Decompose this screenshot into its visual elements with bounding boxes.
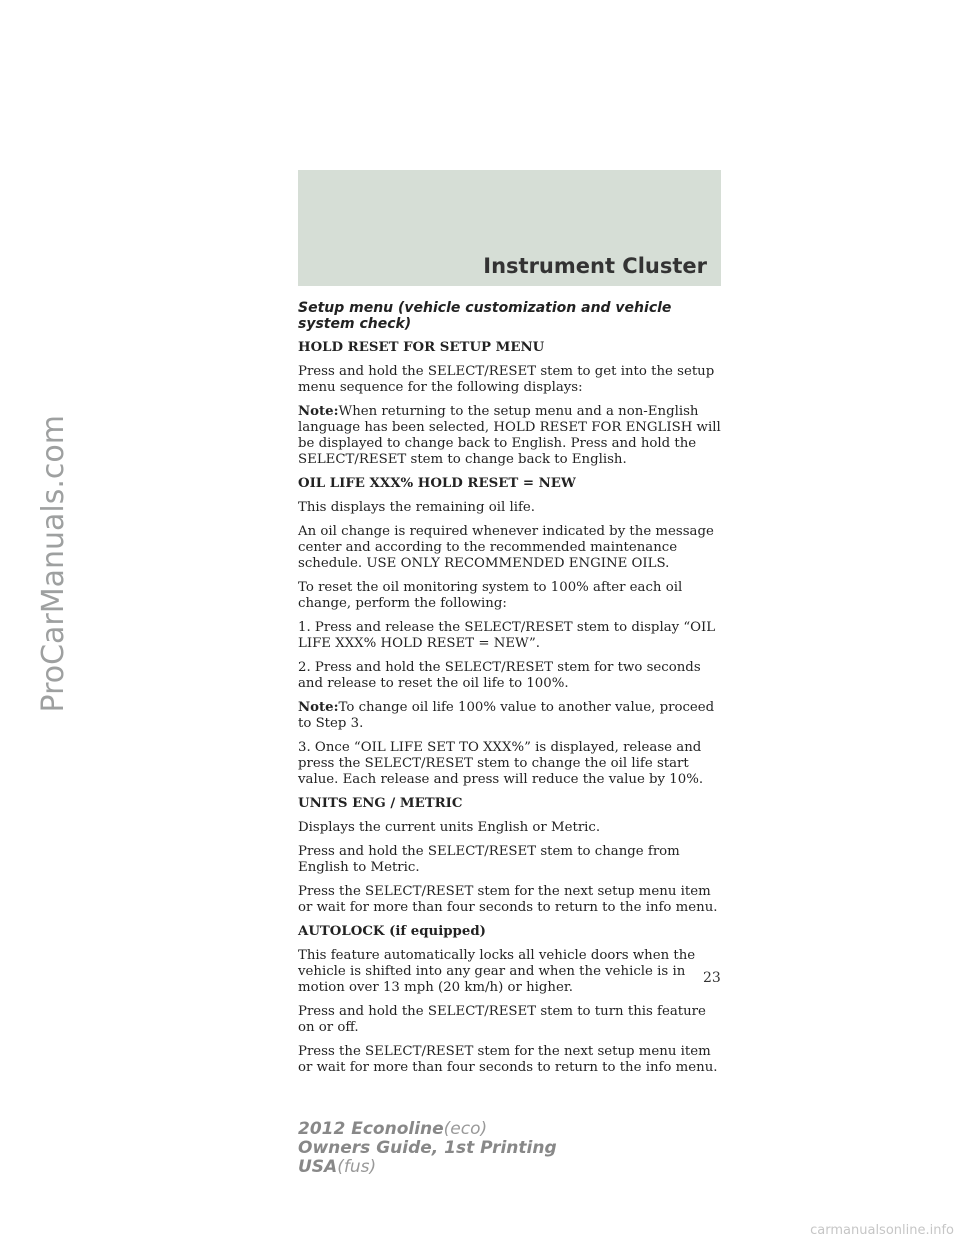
step-3: 3. Once “OIL LIFE SET TO XXX%” is displayed, release and press the SELECT/RESET stem to change the oil life start value. Each release and press will reduce the value by 10%.: [298, 740, 704, 787]
step-1: 1. Press and release the SELECT/RESET stem to display “OIL LIFE XXX% HOLD RESET = NEW”.: [298, 620, 716, 651]
subheading-autolock: AUTOLOCK (if equipped): [298, 924, 486, 939]
paragraph: An oil change is required whenever indicated by the message center and according to the recommended maintenance schedule. USE ONLY RECOMMENDED ENGINE OILS.: [298, 524, 714, 571]
footer-model: 2012 Econoline: [298, 1119, 444, 1139]
footer-market: USA: [298, 1157, 338, 1177]
subheading-oil-life: OIL LIFE XXX% HOLD RESET = NEW: [298, 476, 576, 491]
note-paragraph: [298, 404, 723, 468]
page-content: [298, 300, 723, 1084]
footer-market-code: (fus): [337, 1157, 377, 1177]
bottom-watermark: carmanualsonline.info: [810, 1223, 954, 1238]
paragraph: This displays the remaining oil life.: [298, 500, 535, 515]
footer-model-code: (eco): [443, 1119, 488, 1139]
note-label: Note:: [298, 700, 339, 715]
paragraph: This feature automatically locks all vehicle doors when the vehicle is shifted into any gear and when the vehicle is in motion over 13 mph (20 km/h) or higher.: [298, 948, 696, 995]
paragraph: To reset the oil monitoring system to 100% after each oil change, perform the following:: [298, 580, 683, 611]
paragraph: Press and hold the SELECT/RESET stem to turn this feature on or off.: [298, 1004, 706, 1035]
step-2: 2. Press and hold the SELECT/RESET stem for two seconds and release to reset the oil life to 100%.: [298, 660, 701, 691]
note-text: When returning to the setup menu and a non-English language has been selected, HOLD RESET FOR ENGLISH will be displayed to change back to English. Press and hold the SELECT/RESET stem to change back to English.: [298, 404, 721, 467]
section-title: Instrument Cluster: [483, 254, 707, 278]
footer-line-2: Owners Guide, 1st Printing: [298, 1138, 557, 1158]
paragraph: Press and hold the SELECT/RESET stem to change from English to Metric.: [298, 844, 680, 875]
paragraph: Press the SELECT/RESET stem for the next setup menu item or wait for more than four seconds to return to the info menu.: [298, 884, 718, 915]
paragraph: Displays the current units English or Metric.: [298, 820, 601, 835]
subheading-setup-menu: HOLD RESET FOR SETUP MENU: [298, 340, 545, 355]
paragraph: Press the SELECT/RESET stem for the next setup menu item or wait for more than four seconds to return to the info menu.: [298, 1044, 718, 1075]
note-label: Note:: [298, 404, 339, 419]
note-text: To change oil life 100% value to another value, proceed to Step 3.: [298, 700, 715, 731]
paragraph: Press and hold the SELECT/RESET stem to get into the setup menu sequence for the following displays:: [298, 364, 715, 395]
section-header-box: [298, 170, 721, 286]
footer-line-1: [298, 1120, 557, 1139]
footer: [298, 1120, 557, 1177]
subheading-units: UNITS ENG / METRIC: [298, 796, 463, 811]
footer-line-3: [298, 1158, 557, 1177]
section-heading: Setup menu (vehicle customization and vehicle system check): [298, 300, 672, 332]
side-watermark: ProCarManuals.com: [36, 414, 71, 713]
page-number: 23: [703, 970, 721, 986]
note-paragraph: [298, 700, 723, 732]
